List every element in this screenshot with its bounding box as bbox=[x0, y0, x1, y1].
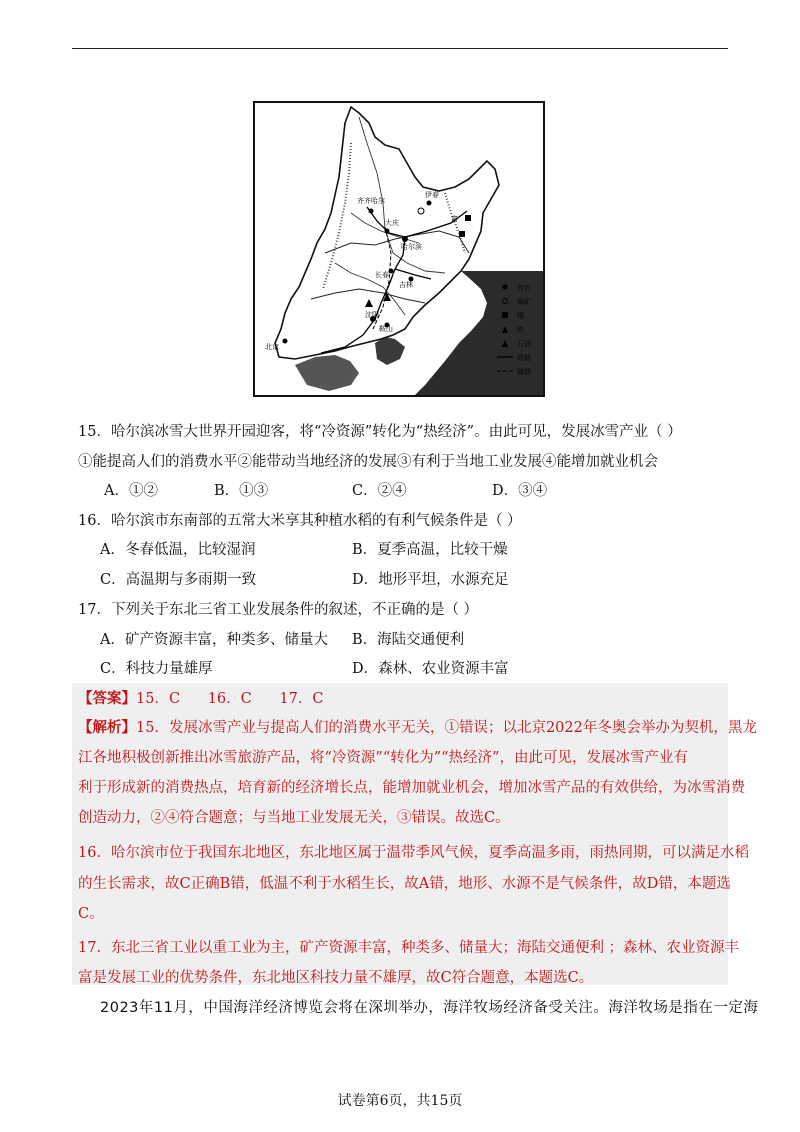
analysis-line-4: 创造动力，②④符合题意；与当地工业发展无关，③错误。故选C。 bbox=[78, 810, 510, 826]
q16-option-b: B．夏季高温，比较干燥 bbox=[352, 542, 508, 558]
question-17-stem: 17．下列关于东北三省工业发展条件的叙述，不正确的是（ ） bbox=[78, 602, 479, 618]
map-label-fu: 富 bbox=[451, 215, 458, 223]
legend-label: 输油 bbox=[517, 368, 531, 376]
legend-label: 石油 bbox=[517, 340, 531, 348]
mountain-range bbox=[445, 193, 465, 253]
analysis-line-3: 利于形成新的消费热点，培育新的经济增长点，能增加就业机会，增加冰雪产品的有效供给，为冰雪消费 bbox=[78, 780, 745, 796]
q16-option-a: A．冬春低温，比较湿润 bbox=[100, 542, 256, 558]
map-label-yichun: 伊春 bbox=[425, 191, 439, 199]
answer-tag: 【答案】 bbox=[78, 690, 136, 707]
q15-option-a: A．①② bbox=[104, 483, 158, 499]
map-label-daqing: 大庆 bbox=[385, 219, 399, 227]
legend-nonferrous-icon bbox=[503, 285, 508, 290]
bay-region bbox=[375, 337, 405, 365]
analysis-line-8: 17．东北三省工业以重工业为主，矿产资源丰富，种类多、储量大；海陆交通便利 ；森林、农业资源丰 bbox=[78, 940, 740, 956]
analysis-tag: 【解析】 bbox=[78, 719, 136, 736]
city-dot bbox=[385, 229, 390, 234]
analysis-line-2: 江各地积极创新推出冰雪旅游产品，将“冷资源”“转化为”“热经济”，由此可见，发展冰雪产业有 bbox=[78, 750, 688, 766]
legend-label: 有色 bbox=[517, 284, 531, 292]
city-dot bbox=[369, 209, 374, 214]
map-drawing bbox=[255, 103, 543, 395]
map-label-jilin: 吉林 bbox=[399, 281, 413, 289]
legend-label: 铁 bbox=[517, 326, 524, 334]
analysis-line-6: 的生长需求，故C正确B错，低温不利于水稻生长，故A错，地形、水源不是气候条件，故D错，本题选 bbox=[78, 876, 731, 892]
iron-symbol bbox=[365, 299, 373, 307]
city-dot bbox=[402, 236, 408, 242]
header-rule bbox=[72, 48, 728, 49]
analysis-text: 15．发展冰雪产业与提高人们的消费水平无关，①错误；以北京2022年冬奥会举办为契机，黑龙 bbox=[136, 720, 757, 736]
q17-option-a: A．矿产资源丰富，种类多、储量大 bbox=[100, 632, 328, 648]
ore-symbol bbox=[418, 208, 424, 214]
legend-label: 铜矿 bbox=[517, 298, 531, 306]
legend-label: 铁路 bbox=[517, 354, 531, 362]
q16-option-c: C．高温期与多雨期一致 bbox=[100, 572, 257, 588]
analysis-line-5: 16．哈尔滨市位于我国东北地区，东北地区属于温带季风气候，夏季高温多雨，雨热同期，可以满足水稻 bbox=[78, 845, 749, 861]
map-label-shenyang: 沈阳 bbox=[365, 311, 379, 319]
map-label-beijing: 北京 bbox=[265, 343, 279, 351]
answer-text: 15．C 16．C 17．C bbox=[136, 691, 324, 707]
legend-label: 煤 bbox=[517, 312, 524, 320]
city-dot bbox=[389, 269, 394, 274]
mountain-range bbox=[323, 143, 351, 289]
q16-option-d: D．地形平坦，水源充足 bbox=[352, 572, 509, 588]
province-boundary-north bbox=[325, 231, 469, 253]
map-label-harbin: 哈尔滨 bbox=[401, 243, 422, 251]
answer-line bbox=[78, 689, 323, 709]
page-footer: 试卷第6页，共15页 bbox=[337, 1093, 463, 1109]
analysis-line-9: 富是发展工业的优势条件，东北地区科技力量不雄厚，故C符合题意，本题选C。 bbox=[78, 970, 594, 986]
question-15-stem: 15．哈尔滨冰雪大世界开园迎客，将“冷资源”转化为“热经济”。由此可见，发展冰雪产业（ ） bbox=[78, 424, 682, 440]
q17-option-c: C．科技力量雄厚 bbox=[100, 661, 213, 677]
q17-option-b: B．海陆交通便利 bbox=[352, 632, 465, 648]
city-dot bbox=[427, 201, 432, 206]
map-label-qiqihar: 齐齐哈尔 bbox=[357, 197, 385, 205]
analysis-line-7: C。 bbox=[78, 906, 104, 922]
map-label-changchun: 长春 bbox=[375, 271, 389, 279]
next-passage-intro: 2023年11月，中国海洋经济博览会将在深圳举办，海洋牧场经济备受关注。海洋牧场是指在一定海 bbox=[100, 1000, 759, 1016]
bohai-region bbox=[295, 355, 359, 391]
coal-symbol bbox=[465, 215, 471, 221]
q17-option-d: D．森林、农业资源丰富 bbox=[352, 661, 509, 677]
q15-option-c: C．②④ bbox=[352, 483, 407, 499]
province-boundary-south bbox=[311, 289, 425, 303]
coal-symbol bbox=[459, 231, 465, 237]
analysis-line-1 bbox=[78, 718, 757, 738]
legend-coal-icon bbox=[502, 312, 508, 318]
map-label-anshan: 鞍山 bbox=[379, 325, 393, 333]
northeast-china-map bbox=[253, 101, 545, 397]
q15-option-d: D．③④ bbox=[492, 483, 548, 499]
q15-option-b: B．①③ bbox=[214, 483, 269, 499]
question-16-stem: 16．哈尔滨市东南部的五常大米享其种植水稻的有利气候条件是（ ） bbox=[78, 513, 522, 529]
question-15-statements: ①能提高人们的消费水平②能带动当地经济的发展③有利于当地工业发展④能增加就业机会 bbox=[78, 454, 658, 470]
city-dot bbox=[283, 339, 288, 344]
